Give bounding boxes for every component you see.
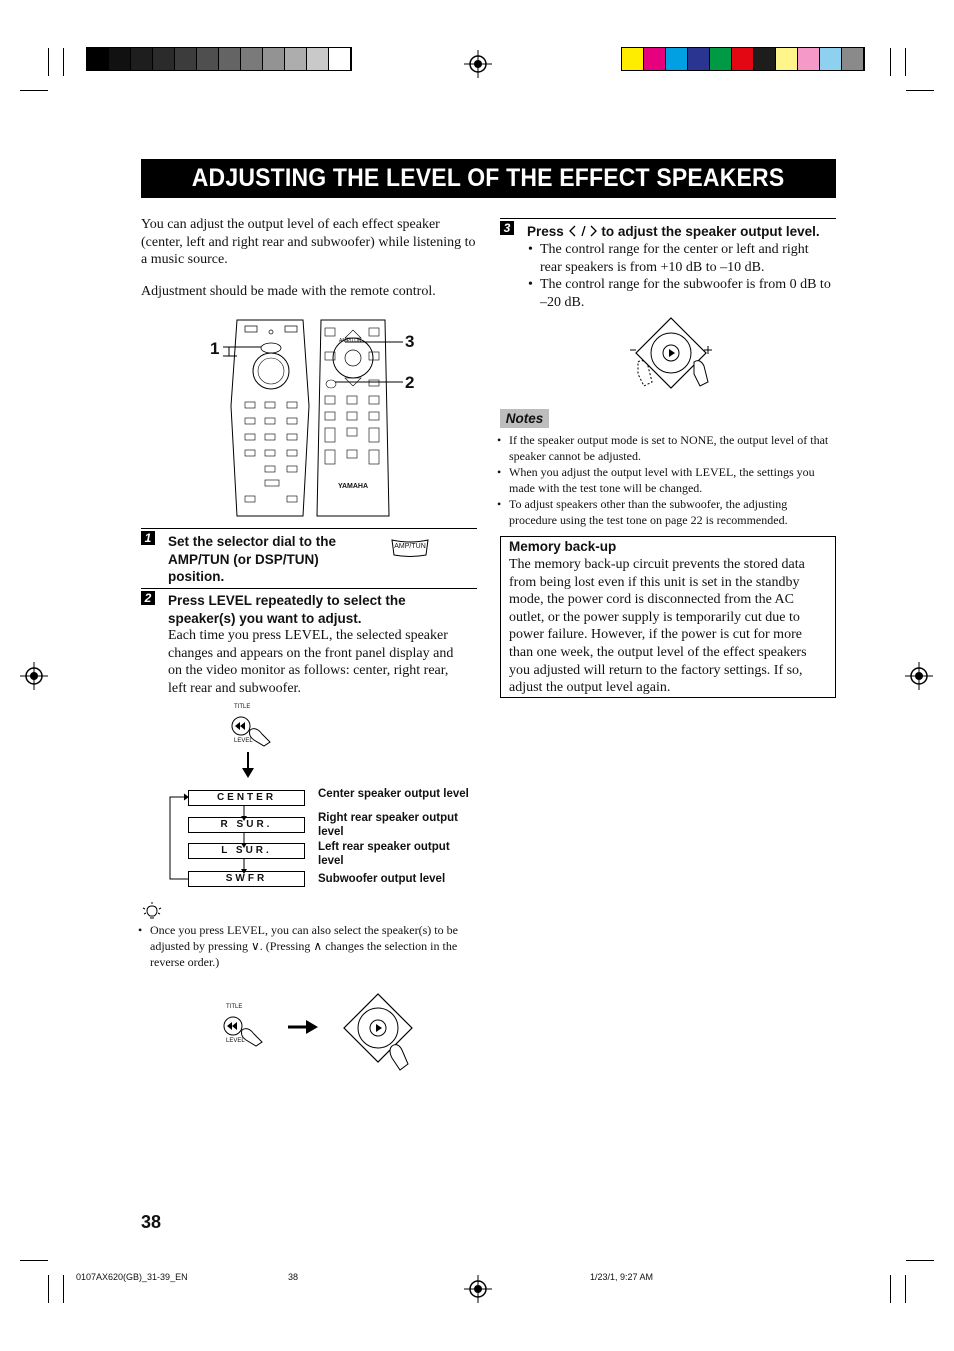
tip-text: • Once you press LEVEL, you can also select the speaker(s) to be adjusted by pressing ∨. (Pressing ∧ changes the selection in the reverse order.) (136, 922, 476, 970)
crop-mark (48, 1275, 49, 1303)
color-swatch (197, 48, 219, 70)
color-swatch (710, 48, 732, 70)
color-swatch (153, 48, 175, 70)
amp-tun-label: AMP/TUN (339, 338, 362, 344)
yamaha-logo-text: YAMAHA (337, 483, 369, 490)
color-swatch (666, 48, 688, 70)
intro-note: Adjustment should be made with the remote control. (141, 284, 436, 299)
memory-backup-box (500, 536, 836, 698)
color-swatch (87, 48, 109, 70)
step-3-bullet: • The control range for the subwoofer is from 0 dB to –20 dB. (526, 276, 831, 311)
step-3-bullet: • The control range for the center or left and right rear speakers is from +10 dB to –10 dB. (526, 241, 831, 276)
callout-2: 2 (405, 373, 415, 392)
color-swatch (644, 48, 666, 70)
arrow-down-icon (242, 752, 254, 778)
level-button-label: LEVEL (226, 1038, 245, 1044)
footer-page: 38 (288, 1272, 299, 1282)
divider (141, 588, 477, 589)
crop-mark (20, 90, 48, 91)
left-right-arrows-icon (568, 225, 598, 237)
tip-list (136, 922, 476, 970)
color-swatch (754, 48, 776, 70)
color-swatch (329, 48, 351, 70)
step-2-heading: Press LEVEL repeatedly to select the speaker(s) you want to adjust. (168, 593, 406, 626)
crop-mark (890, 1275, 891, 1303)
color-swatch (307, 48, 329, 70)
color-swatch (131, 48, 153, 70)
note-item: • To adjust speakers other than the subwoofer, the adjusting procedure using the test tone on page 22 is recommended. (495, 496, 837, 528)
note-item: • When you adjust the output level with LEVEL, the settings you made with the test tone will be changed. (495, 464, 837, 496)
crop-mark (890, 48, 891, 76)
remote-control-illustration (205, 316, 420, 519)
crop-mark (20, 1260, 48, 1261)
color-swatch (688, 48, 710, 70)
amp-tun-button-label: AMP/TUN (394, 543, 426, 550)
crop-mark (63, 1275, 64, 1303)
divider (141, 528, 477, 529)
step-1-heading: Set the selector dial to the AMP/TUN (or DSP/TUN) position. (168, 534, 337, 584)
color-swatch (732, 48, 754, 70)
callout-1: 1 (210, 339, 220, 358)
footer-file: 0107AX620(GB)_31-39_EN (76, 1272, 188, 1282)
crop-mark (905, 48, 906, 76)
flow-label-r-sur: Right rear speaker output level (318, 812, 458, 838)
note-item: • If the speaker output mode is set to NONE, the output level of that speaker cannot be adjusted. (495, 432, 837, 464)
title-button-label: TITLE (226, 1004, 243, 1010)
registration-mark-icon (464, 1275, 492, 1303)
color-swatch (798, 48, 820, 70)
divider (500, 218, 836, 219)
step-3-heading-rest: to adjust the speaker output level. (601, 224, 820, 239)
grayscale-bar (86, 47, 352, 71)
color-swatch (622, 48, 644, 70)
display-center: CENTER (188, 790, 305, 806)
footer-date: 1/23/1, 9:27 AM (590, 1272, 654, 1282)
title-button-label: TITLE (234, 704, 251, 710)
display-l-sur: L SUR. (188, 843, 305, 859)
registration-mark-icon (905, 662, 933, 690)
color-swatch (175, 48, 197, 70)
crop-mark (48, 48, 49, 76)
step-3-heading-press: Press (527, 224, 564, 239)
arrow-right-icon (288, 1020, 318, 1034)
step-3-bullets (526, 241, 831, 311)
notes-list (495, 432, 837, 528)
callout-3: 3 (405, 332, 415, 351)
crop-mark (906, 90, 934, 91)
memory-backup-body: The memory back-up circuit prevents the stored data from being lost even if this unit is set in the standby mode, the power cord is disconnected from the AC outlet, or the power supply is temporarily cut due to power failure. However, if the power is cut for more than one week, the output level of the effect speakers you adjusted will return to the factory settings. If so, adjust the output level again. (509, 557, 807, 696)
color-swatch (241, 48, 263, 70)
intro-paragraph: You can adjust the output level of each effect speaker (center, left and right rear and subwoofer) while listening to a music source. (141, 217, 476, 268)
notes-heading: Notes (500, 409, 549, 428)
level-button-label: LEVEL (234, 738, 253, 744)
page-number: 38 (141, 1212, 162, 1232)
color-swatch (109, 48, 131, 70)
step-2-body: Each time you press LEVEL, the selected speaker changes and appears on the front panel display and on the video monitor as follows: center, right rear, left rear and subwoofer. (168, 628, 454, 696)
step-3-heading (527, 223, 837, 241)
step-1-number: 1 (141, 531, 155, 545)
color-swatch (263, 48, 285, 70)
level-button-hand-icon (216, 1004, 276, 1050)
step-3-number: 3 (500, 221, 514, 235)
memory-backup-title: Memory back-up (509, 539, 617, 554)
registration-mark-icon (464, 50, 492, 78)
page-title: ADJUSTING THE LEVEL OF THE EFFECT SPEAKERS (141, 159, 836, 198)
color-swatch (842, 48, 864, 70)
flow-label-swfr: Subwoofer output level (318, 873, 446, 885)
color-swatch (820, 48, 842, 70)
crop-mark (63, 48, 64, 76)
cursor-pad-left-right-icon (628, 316, 714, 398)
step-2-number: 2 (141, 591, 155, 605)
crop-mark (906, 1260, 934, 1261)
color-swatch (776, 48, 798, 70)
display-r-sur: R SUR. (188, 817, 305, 833)
color-swatch (285, 48, 307, 70)
cursor-pad-icon (336, 990, 420, 1078)
crop-mark (905, 1275, 906, 1303)
flow-label-center: Center speaker output level (318, 788, 469, 800)
display-swfr: SWFR (188, 871, 305, 887)
tip-lightbulb-icon (141, 902, 163, 920)
color-calibration-bar (621, 47, 865, 71)
color-swatch (219, 48, 241, 70)
registration-mark-icon (20, 662, 48, 690)
flow-label-l-sur: Left rear speaker output level (318, 841, 450, 867)
